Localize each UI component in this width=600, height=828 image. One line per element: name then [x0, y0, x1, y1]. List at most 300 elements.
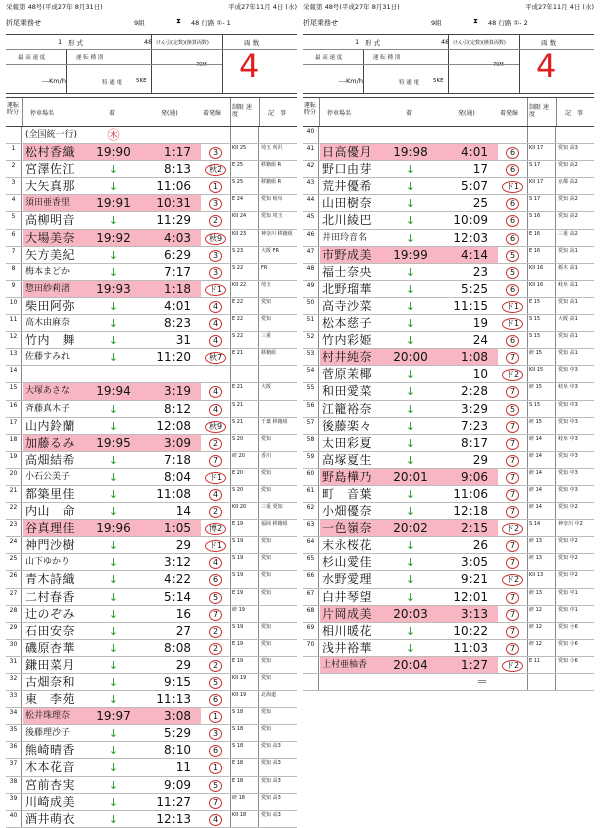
- row-number: 48: [303, 264, 319, 280]
- row-number: 16: [6, 401, 22, 417]
- note-cell: 愛知 中3: [558, 401, 578, 408]
- row-number: 49: [303, 281, 319, 297]
- arrival-time: ↓: [108, 470, 119, 484]
- note-cell: 愛知: [261, 486, 272, 493]
- departure-time: 2:15: [434, 520, 498, 536]
- station-name: 矢方美紀: [25, 247, 76, 262]
- table-row: [6, 178, 297, 195]
- table-row: [303, 503, 594, 520]
- arrival-time: ↓: [108, 402, 119, 416]
- table-row: [6, 520, 297, 537]
- table-row: [6, 794, 297, 811]
- table-row: [6, 349, 297, 366]
- table-row: [6, 657, 297, 674]
- station-name: 東 李苑: [25, 692, 76, 707]
- col-header-station: 停車場名: [30, 110, 55, 117]
- track-cell: [201, 554, 230, 570]
- row-number: 22: [6, 503, 22, 519]
- team-cell: S 19: [230, 623, 259, 639]
- track-number: 6: [506, 284, 519, 296]
- track-number: ド1: [205, 472, 226, 484]
- table-row: [6, 742, 297, 759]
- column-headers: [303, 97, 594, 127]
- table-row: [303, 230, 594, 247]
- note-cell: 愛知 中3: [558, 418, 578, 425]
- arrival-time: ↓: [108, 265, 119, 279]
- table-row: [6, 606, 297, 623]
- station-name: 川崎成美: [25, 794, 76, 809]
- track-cell: [498, 127, 527, 143]
- track-cell: [498, 401, 527, 417]
- track-cell: [201, 452, 230, 468]
- station-name: 酒井萌衣: [25, 811, 76, 826]
- arrival-time: ↓: [108, 624, 119, 638]
- note-cell: 愛知 高3: [261, 811, 281, 818]
- note-cell: 愛知 中1: [558, 589, 578, 596]
- row-number: 57: [303, 418, 319, 434]
- track-number: 7: [506, 489, 519, 501]
- track-number: 1: [209, 762, 222, 774]
- station-name: 白井琴望: [322, 589, 373, 604]
- track-cell: [498, 161, 527, 177]
- track-number: 秋9: [205, 233, 226, 245]
- station-name: 高木由麻奈: [25, 318, 71, 329]
- track-number: 1: [209, 181, 222, 193]
- row-number: 68: [303, 606, 319, 622]
- note-cell: 愛知 小6: [558, 640, 578, 647]
- row-number: 6: [6, 230, 22, 246]
- note-cell: 愛知: [261, 316, 272, 323]
- note-cell: 愛知 埼玉: [261, 213, 283, 220]
- col-header-arrival: 着: [406, 110, 413, 117]
- track-number: 1: [209, 711, 222, 723]
- note-cell: 愛知 高3: [261, 760, 281, 767]
- departure-time: 31: [175, 333, 191, 348]
- team-cell: E 19: [230, 589, 259, 605]
- row-number: 27: [6, 589, 22, 605]
- note-cell: 愛知 高1: [558, 333, 578, 340]
- departure-time: 3:08: [137, 708, 201, 724]
- note-cell: 愛知 中1: [558, 606, 578, 613]
- departure-time: 7:18: [164, 452, 191, 467]
- note-cell: 愛知: [261, 709, 272, 716]
- arrival-time: ↓: [108, 505, 119, 519]
- note-cell: 愛知 高2: [558, 162, 578, 169]
- report-number: 栄報第 48号(平成27年 8月31日): [303, 3, 400, 11]
- table-row: [6, 401, 297, 418]
- track-cell: [498, 144, 527, 160]
- track-number: 6: [209, 574, 222, 586]
- team-cell: 研 15: [527, 349, 556, 365]
- table-row: [6, 674, 297, 691]
- track-number: 博2: [205, 523, 226, 535]
- note-cell: 神奈川 中2: [558, 521, 583, 528]
- arrival-time: ↓: [108, 590, 119, 604]
- arrival-time: ↓: [405, 590, 416, 604]
- row-number: 50: [303, 298, 319, 314]
- tokuso-label: 特 通 電: [102, 80, 122, 86]
- team-cell: KII 20: [230, 503, 259, 519]
- team-cell: S 21: [230, 418, 259, 434]
- note-cell: 愛知 高3: [558, 145, 578, 152]
- note-cell: 愛知 高1: [558, 298, 578, 305]
- row-number: 32: [6, 674, 22, 690]
- row-number: 18: [6, 435, 22, 451]
- row-number: 14: [6, 366, 22, 382]
- track-cell: [201, 759, 230, 775]
- table-row: [303, 281, 594, 298]
- track-cell: [201, 178, 230, 194]
- station-name: 一色嶺奈: [320, 520, 387, 536]
- arrival-time: [90, 366, 137, 382]
- track-number: 2: [209, 438, 222, 450]
- track-number: 4: [209, 489, 222, 501]
- station-name: [23, 366, 90, 382]
- table-row: [6, 452, 297, 469]
- track-number: ド2: [502, 660, 523, 672]
- table-row: [303, 435, 594, 452]
- station-name: 宮前杏実: [25, 777, 76, 792]
- track-number: 2: [209, 660, 222, 672]
- track-cell: [498, 435, 527, 451]
- row-number: 37: [6, 759, 22, 775]
- departure-time: 4:22: [164, 572, 191, 587]
- team-cell: KII 22: [230, 281, 259, 297]
- sheet-header: [303, 0, 594, 34]
- row-number: 70: [303, 640, 319, 656]
- note-cell: 栃木 高1: [558, 264, 578, 271]
- departure-time: 5:07: [461, 179, 488, 194]
- track-number: 7: [506, 386, 519, 398]
- arrival-time: ↓: [405, 163, 416, 177]
- team-cell: S 19: [230, 554, 259, 570]
- track-number: 7: [506, 421, 519, 433]
- team-cell: E 22: [230, 315, 259, 331]
- power-value: 70M: [196, 62, 207, 68]
- track-cell: [498, 332, 527, 348]
- departure-time: 1:18: [137, 281, 201, 297]
- departure-time: 10:22: [453, 623, 488, 638]
- track-cell: [201, 503, 230, 519]
- row-number: 69: [303, 623, 319, 639]
- team-cell: KII 16: [527, 264, 556, 280]
- departure-time: 5:29: [164, 726, 191, 741]
- note-cell: 岐阜 中3: [558, 435, 578, 442]
- note-cell: 愛知: [261, 572, 272, 579]
- max-speed-label: 最 高 速 度: [18, 55, 46, 61]
- team-cell: [527, 674, 556, 690]
- station-name: 須田亜香里: [23, 195, 90, 211]
- note-cell: 愛知: [261, 726, 272, 733]
- row-number: 2: [6, 161, 22, 177]
- row-number: 62: [303, 503, 319, 519]
- track-number: 7: [506, 592, 519, 604]
- row-number: 53: [303, 349, 319, 365]
- team-cell: KII 17: [527, 144, 556, 160]
- note-cell: 移籍組 R: [261, 179, 282, 186]
- track-cell: [201, 418, 230, 434]
- arrival-time: 20:04: [387, 657, 434, 673]
- station-name: 神門沙樹: [25, 538, 76, 553]
- track-cell: [201, 127, 230, 143]
- note-cell: 京都 高2: [558, 179, 578, 186]
- arrival-time: ↓: [108, 453, 119, 467]
- row-number: 34: [6, 708, 22, 724]
- note-cell: 大阪: [261, 384, 272, 391]
- table-row: [303, 520, 594, 537]
- track-number: ド1: [502, 181, 523, 193]
- note-cell: 大阪 高1: [558, 316, 578, 323]
- track-cell: [201, 383, 230, 399]
- note-cell: 三重: [261, 333, 272, 340]
- table-row: [6, 298, 297, 315]
- table-row: [6, 537, 297, 554]
- track-cell: [498, 230, 527, 246]
- track-cell: [201, 144, 230, 160]
- note-cell: 愛知: [261, 675, 272, 681]
- info-num: 1: [58, 38, 63, 46]
- row-number: 55: [303, 383, 319, 399]
- table-row: [303, 383, 594, 400]
- arrival-time: ↓: [405, 385, 416, 399]
- departure-time: 29: [175, 538, 191, 553]
- track-cell: [201, 315, 230, 331]
- station-name: 福士奈央: [322, 264, 373, 279]
- team-cell: E 21: [230, 349, 259, 365]
- team-cell: [527, 127, 556, 143]
- departure-time: 4:03: [137, 230, 201, 246]
- station-name: 杉山愛佳: [322, 555, 373, 570]
- station-name: 江籠裕奈: [322, 401, 373, 416]
- departure-time: 3:19: [137, 383, 201, 399]
- table-row: [303, 401, 594, 418]
- arrival-time: ㊍: [107, 128, 120, 142]
- departure-time: 3:13: [434, 606, 498, 622]
- row-number: 58: [303, 435, 319, 451]
- col-header-speed-limit: 制限 速度: [529, 104, 549, 118]
- table-row: [303, 657, 594, 674]
- col-header-track: 着発線: [500, 110, 519, 117]
- team-cell: KII 25: [230, 144, 259, 160]
- departure-time: [137, 127, 201, 143]
- row-number: 33: [6, 691, 22, 707]
- arrival-time: 20:01: [387, 469, 434, 485]
- track-cell: [498, 298, 527, 314]
- col-header-notes: 記 事: [268, 110, 287, 117]
- table-row: [303, 195, 594, 212]
- table-row: [303, 366, 594, 383]
- table-row: [6, 264, 297, 281]
- team-cell: 研 13: [527, 554, 556, 570]
- track-cell: [498, 657, 527, 673]
- track-number: 7: [209, 609, 222, 621]
- station-name: 青木詩織: [25, 572, 76, 587]
- table-row: [303, 161, 594, 178]
- team-cell: [230, 127, 259, 143]
- station-name: 大場美奈: [23, 230, 90, 246]
- row-number: 40: [6, 811, 22, 827]
- track-cell: [498, 315, 527, 331]
- arrival-time: ↓: [108, 334, 119, 348]
- table-row: [6, 811, 297, 828]
- row-number: 24: [6, 537, 22, 553]
- station-name: [320, 674, 387, 690]
- track-cell: [201, 264, 230, 280]
- note-cell: 愛知 小6: [558, 623, 578, 630]
- station-name: 宮澤佐江: [25, 162, 76, 177]
- timetable-rows: [303, 127, 594, 691]
- team-cell: 研 13: [527, 589, 556, 605]
- track-cell: [201, 486, 230, 502]
- team-cell: 研 14: [527, 503, 556, 519]
- arrival-time: 19:99: [387, 247, 434, 263]
- team-cell: E 25: [230, 161, 259, 177]
- station-name: 熊崎晴香: [25, 743, 76, 758]
- arrival-time: 20:03: [387, 606, 434, 622]
- arrival-time: ↓: [108, 607, 119, 621]
- table-row: [303, 640, 594, 657]
- table-row: [303, 212, 594, 229]
- table-row: [6, 503, 297, 520]
- track-number: 7: [506, 438, 519, 450]
- row-number: 39: [6, 794, 22, 810]
- station-name: 水野愛理: [322, 572, 373, 587]
- row-number: 4: [6, 195, 22, 211]
- note-cell: 愛知: [261, 435, 272, 442]
- departure-time: 3:05: [461, 555, 488, 570]
- track-number: 5: [506, 250, 519, 262]
- team-cell: S 19: [230, 537, 259, 553]
- departure-time: 26: [472, 538, 488, 553]
- arrival-time: ↓: [108, 778, 119, 792]
- departure-time: 3:12: [164, 555, 191, 570]
- departure-time: 9:09: [164, 777, 191, 792]
- team-cell: S 15: [527, 401, 556, 417]
- team-cell: 研 19: [230, 606, 259, 622]
- departure-time: 4:14: [434, 247, 498, 263]
- team-cell: 研 15: [527, 418, 556, 434]
- track-number: 6: [506, 164, 519, 176]
- track-number: 秋7: [205, 352, 226, 364]
- team-cell: 研 12: [527, 606, 556, 622]
- track-cell: [498, 640, 527, 656]
- arrival-time: ↓: [405, 539, 416, 553]
- row-number: 20: [6, 469, 22, 485]
- departure-time: 1:05: [137, 520, 201, 536]
- track-cell: [498, 623, 527, 639]
- note-cell: [556, 674, 594, 690]
- departure-time: 11:27: [156, 794, 191, 809]
- team-cell: S 16: [527, 212, 556, 228]
- note-cell: 愛知 高3: [261, 777, 281, 784]
- team-cell: E 19: [230, 520, 259, 536]
- train-info-box: [303, 34, 594, 94]
- table-row: [6, 777, 297, 794]
- note-cell: 愛知 高3: [261, 794, 281, 801]
- track-cell: [201, 435, 230, 451]
- track-number: 2: [209, 506, 222, 518]
- track-cell: [201, 606, 230, 622]
- note-cell: [259, 366, 297, 382]
- col-header-arrival: 着: [109, 110, 116, 117]
- station-name: (全国統一行): [25, 130, 78, 140]
- track-cell: [201, 349, 230, 365]
- arrival-time: ↓: [405, 453, 416, 467]
- track-number: ド2: [502, 369, 523, 381]
- table-row: [303, 452, 594, 469]
- route-number: 48 行路 ①- 2: [488, 19, 528, 27]
- row-number: 30: [6, 640, 22, 656]
- arrival-time: ↓: [405, 197, 416, 211]
- table-row: [6, 486, 297, 503]
- timetable-sheet-right: [303, 0, 594, 779]
- row-number: 17: [6, 418, 22, 434]
- team-cell: E 18: [230, 759, 259, 775]
- table-row: [6, 195, 297, 212]
- arrival-time: ↓: [108, 573, 119, 587]
- note-cell: 大阪 FR: [261, 247, 279, 254]
- arrival-time: ↓: [108, 248, 119, 262]
- table-row: [303, 571, 594, 588]
- arrival-time: ↓: [405, 641, 416, 655]
- track-cell: [201, 674, 230, 690]
- arrival-time: ↓: [405, 231, 416, 245]
- arrival-time: 19:96: [90, 520, 137, 536]
- note-cell: 愛知 高1: [558, 247, 578, 254]
- note-cell: 愛知: [261, 657, 272, 664]
- note-cell: 香川: [261, 452, 272, 459]
- station-name: 大塚あさな: [23, 383, 90, 399]
- note-cell: 愛知 高1: [558, 350, 578, 357]
- station-name: 末永桜花: [322, 538, 373, 553]
- table-row: [6, 418, 297, 435]
- team-cell: KII 15: [527, 366, 556, 382]
- track-number: 4: [209, 386, 222, 398]
- departure-time: 11:13: [156, 692, 191, 707]
- station-name: 太田彩夏: [322, 435, 373, 450]
- row-number: 45: [303, 212, 319, 228]
- table-row: [6, 589, 297, 606]
- arrival-time: ↓: [108, 641, 119, 655]
- arrival-time: 19:93: [90, 281, 137, 297]
- track-cell: [201, 195, 230, 211]
- departure-time: 1:27: [434, 657, 498, 673]
- row-number: [6, 127, 22, 143]
- station-name: 竹内彩姫: [322, 333, 373, 348]
- row-number: 44: [303, 195, 319, 211]
- station-name: 斉藤真木子: [25, 403, 71, 414]
- track-number: 5: [209, 592, 222, 604]
- station-name: 都築里佳: [25, 486, 76, 501]
- ryosu-label: 両 数: [541, 39, 557, 47]
- table-row: [6, 691, 297, 708]
- departure-time: 4:01: [164, 298, 191, 313]
- row-number: 28: [6, 606, 22, 622]
- station-name: 高畑結希: [25, 452, 76, 467]
- row-number: [303, 674, 319, 690]
- note-cell: 愛知 中3: [558, 486, 578, 493]
- departure-time: 11:29: [156, 213, 191, 228]
- track-cell: [201, 366, 230, 382]
- station-name: 後藤楽々: [322, 418, 373, 433]
- departure-time: 7:23: [461, 418, 488, 433]
- table-row: [303, 623, 594, 640]
- team-cell: S 18: [230, 742, 259, 758]
- table-row: [303, 264, 594, 281]
- speed-value: ---Km/h: [339, 77, 363, 85]
- table-row: [6, 144, 297, 161]
- station-name: 小石公美子: [25, 471, 71, 482]
